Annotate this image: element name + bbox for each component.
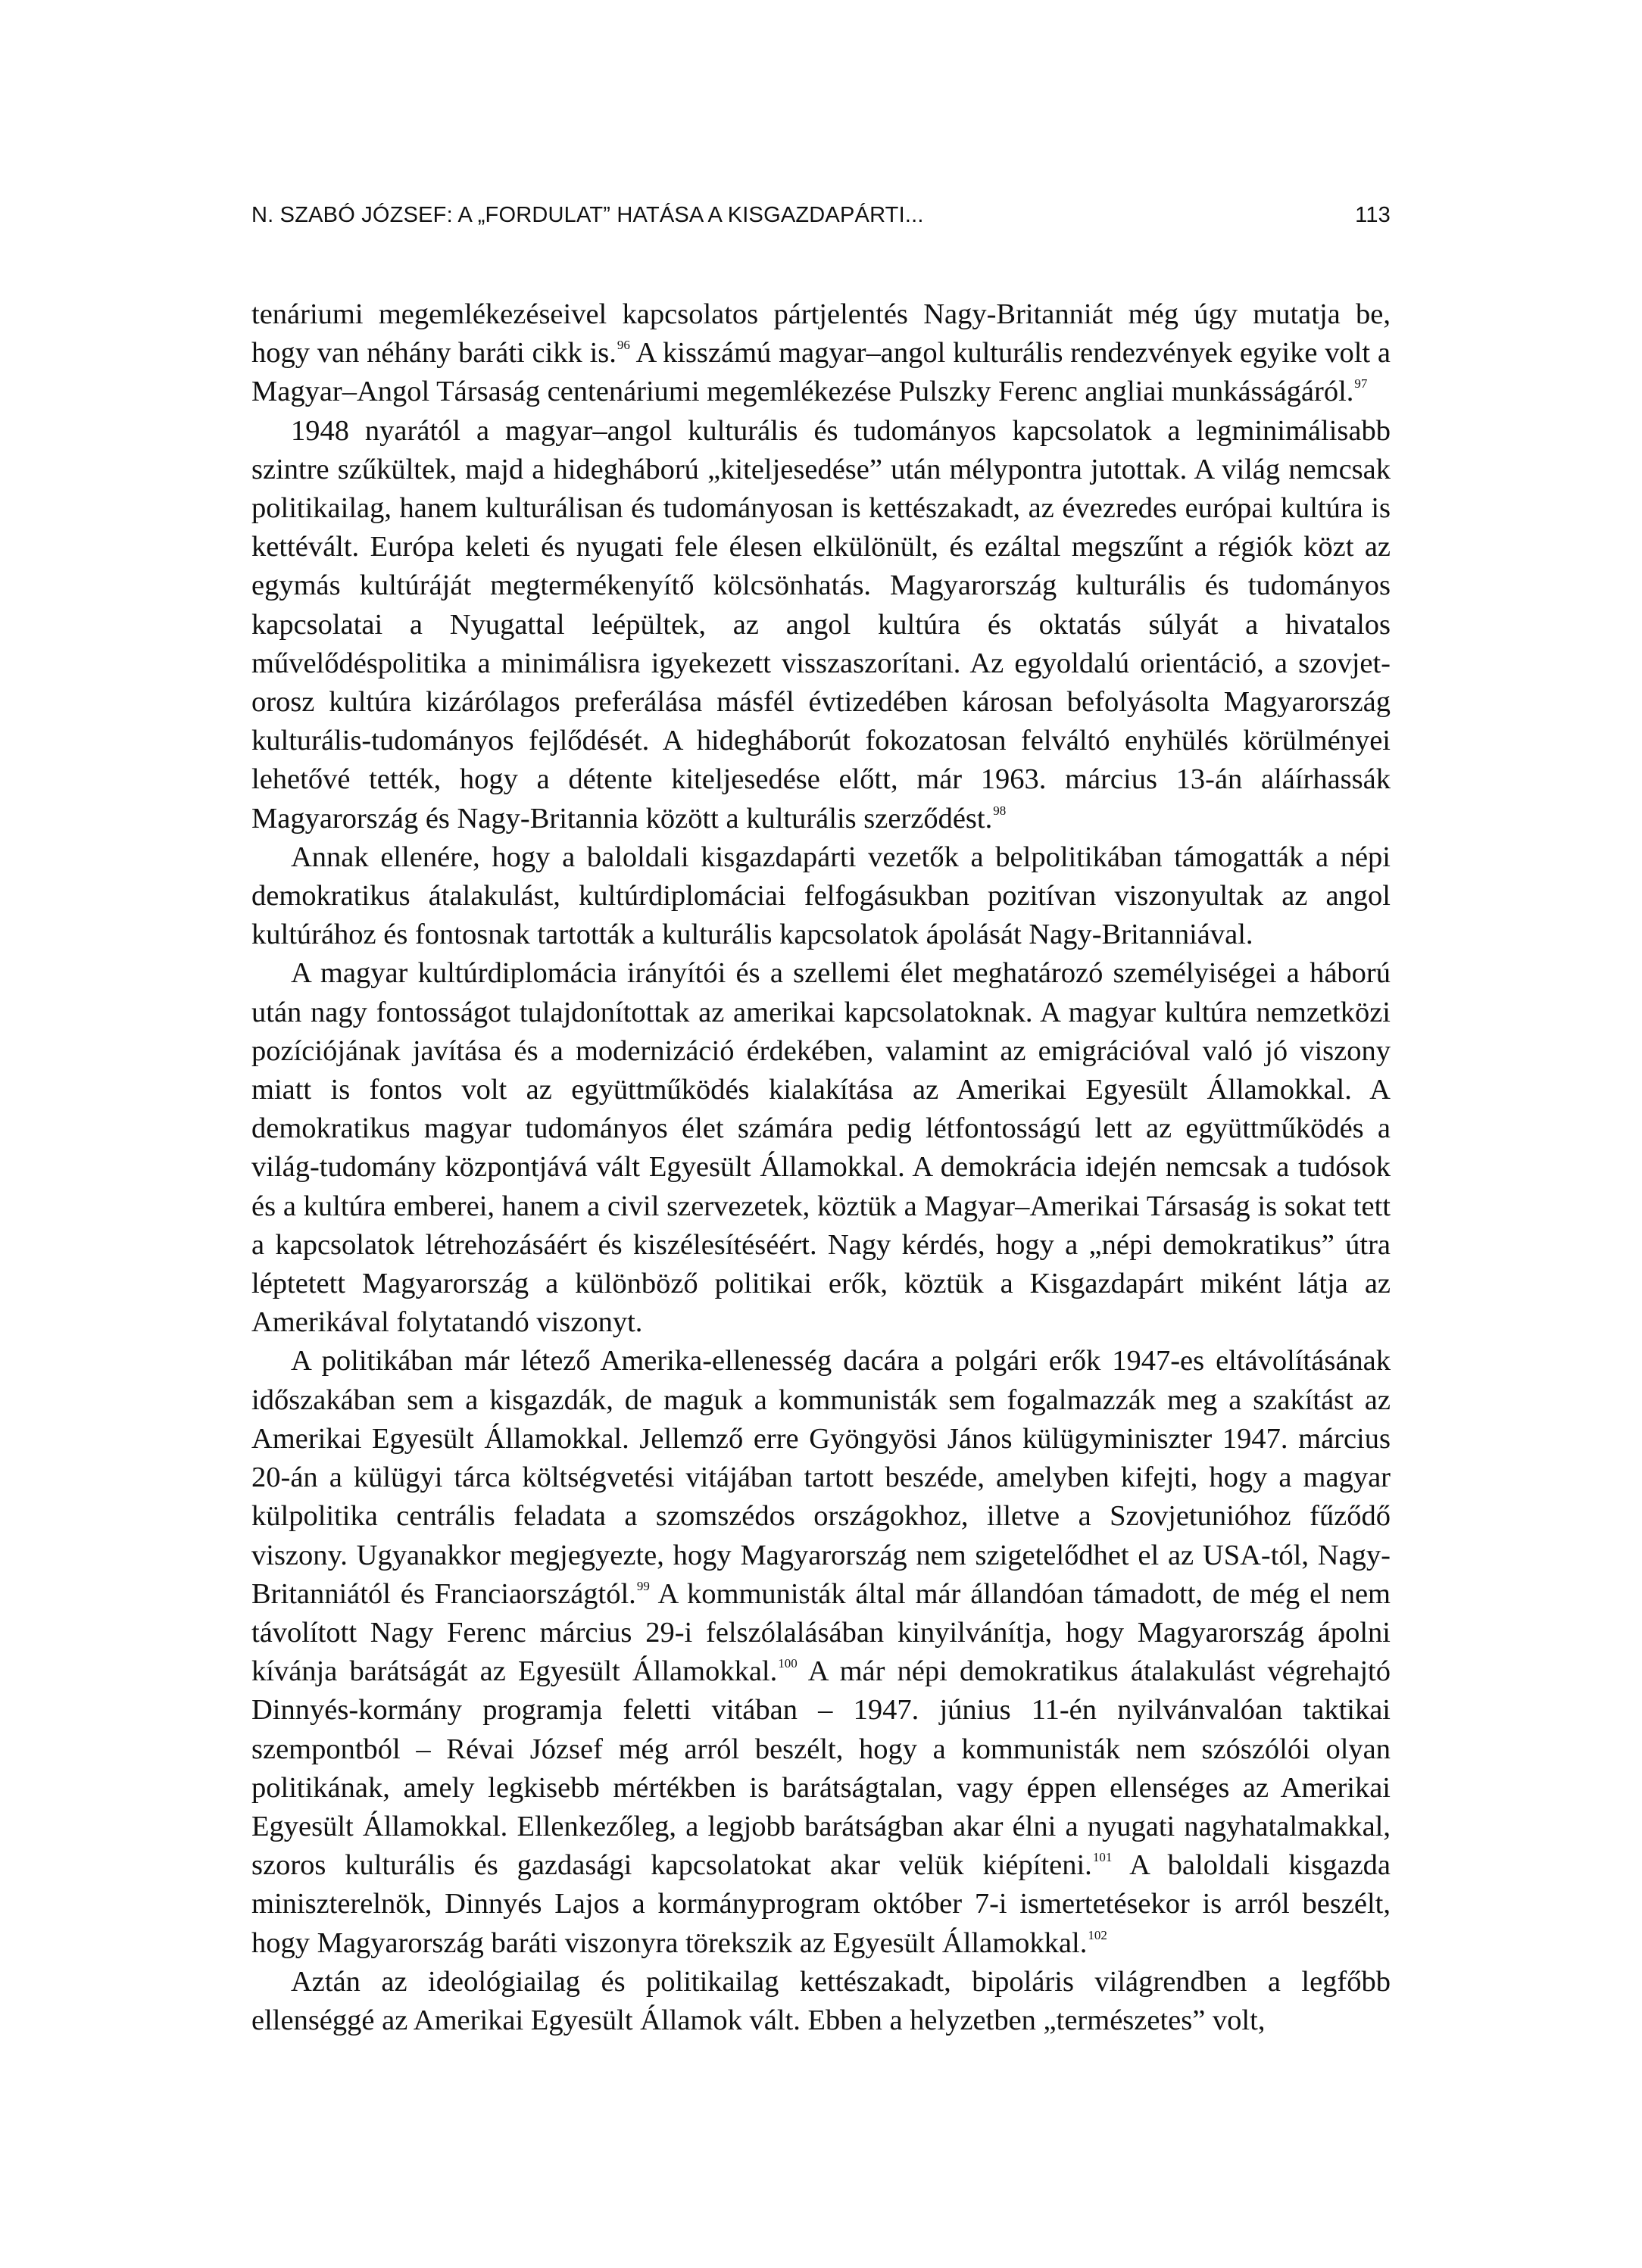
footnote-marker: 99 — [636, 1578, 650, 1593]
paragraph — [251, 1342, 1391, 1962]
paragraph — [251, 295, 1391, 412]
paragraph-text: A kommunisták által már állandóan támadott, de még el nem távolított Nagy Ferenc március 29-i felszólalásában kinyilvánítja, hogy Magyarország ápolni kívánja barátságát az Egyesült Államokkal. — [251, 1577, 1391, 1688]
footnote-marker: 101 — [1092, 1850, 1113, 1865]
paragraph-text: Aztán az ideológiailag és politikailag kettészakadt, bipoláris világrendben a legfőbb ellenséggé az Amerikai Egyesült Államok vált. Ebben a helyzetben „természetes” volt, — [251, 1965, 1391, 2036]
footnote-marker: 98 — [993, 803, 1007, 818]
book-page — [251, 0, 1391, 2268]
paragraph-text: A politikában már létező Amerika-ellenesség dacára a polgári erők 1947-es eltávolításának időszakában sem a kisgazdák, de maguk a kommunisták sem fogalmazzák meg a szakítást az Amerikai Egyesült Államokkal. Jellemző erre Gyöngyösi János külügyminiszter 1947. március 20-án a külügyi tárca költségvetési vitájában tartott beszéde, amelyben kifejti, hogy a magyar külpolitika centrális feladata a szomszédos országokhoz, illetve a Szovjetunióhoz fűződő viszony. Ugyanakkor megjegyezte, hogy Magyarország nem szigetelődhet el az USA-tól, Nagy-Britanniától és Franciaországtól. — [251, 1345, 1391, 1610]
paragraph — [251, 412, 1391, 838]
running-head-title: N. SZABÓ JÓZSEF: A „FORDULAT” HATÁSA A KISGAZDAPÁRTI... — [251, 203, 924, 227]
paragraph-text: A baloldali kisgazda miniszterelnök, Dinnyés Lajos a kormányprogram október 7-i ismertetésekor is arról beszélt, hogy Magyarország baráti viszonyra törekszik az Egyesült Államokkal. — [251, 1849, 1391, 1959]
paragraph — [251, 954, 1391, 1342]
paragraph-text: tenáriumi megemlékezéseivel kapcsolatos pártjelentés Nagy-Britanniát még úgy mutatja be, hogy van néhány baráti cikk is. — [251, 298, 1391, 370]
paragraph-text: A magyar kultúrdiplomácia irányítói és a szellemi élet meghatározó személyiségei a háború után nagy fontosságot tulajdonítottak az amerikai kapcsolatoknak. A magyar kultúra nemzetközi pozíciójának javítása és a modernizáció érdekében, valamint az emigrációval való jó viszony miatt is fontos volt az együttműködés kialakítása az Amerikai Egyesült Államokkal. A demokratikus magyar tudományos élet számára pedig létfontosságú lett az együttműködés a világ-tudomány központjává vált Egyesült Államokkal. A demokrácia idején nemcsak a tudósok és a kultúra emberei, hanem a civil szervezetek, köztük a Magyar–Amerikai Társaság is sokat tett a kapcsolatok létrehozásáért és kiszélesítéséért. Nagy kérdés, hogy a „népi demokratikus” útra léptetett Magyarország a különböző politikai erők, köztük a Kisgazdapárt miként látja az Amerikával folytatandó viszonyt. — [251, 957, 1391, 1339]
paragraph — [251, 838, 1391, 955]
body-text — [251, 295, 1391, 2040]
paragraph-text: 1948 nyarától a magyar–angol kulturális és tudományos kapcsolatok a legminimálisabb szintre szűkültek, majd a hidegháború „kiteljesedése” után mélypontra jutottak. A világ nemcsak politikailag, hanem kulturálisan és tudományosan is kettészakadt, az évezredes európai kultúra is kettévált. Európa keleti és nyugati fele élesen elkülönült, és ezáltal megszűnt a régiók közt az egymás kultúráját megtermékenyítő kölcsönhatás. Magyarország kulturális és tudományos kapcsolatai a Nyugattal leépültek, az angol kultúra és oktatás súlyát a hivatalos művelődéspolitika a minimálisra igyekezett visszaszorítani. Az egyoldalú orientáció, a szovjet-orosz kultúra kizárólagos preferálása másfél évtizedében károsan befolyásolta Magyarország kulturális-tudományos fejlődését. A hidegháborút fokozatosan felváltó enyhülés körülményei lehetővé tették, hogy a détente kiteljesedése előtt, már 1963. március 13-án aláírhassák Magyarország és Nagy-Britannia között a kulturális szerződést. — [251, 414, 1391, 835]
paragraph — [251, 1963, 1391, 2040]
footnote-marker: 102 — [1088, 1927, 1107, 1942]
paragraph-text: Annak ellenére, hogy a baloldali kisgazdapárti vezetők a belpolitikában támogatták a népi demokratikus átalakulást, kultúrdiplomáciai felfogásukban pozitívan viszonyultak az angol kultúrához és fontosnak tartották a kulturális kapcsolatok ápolását Nagy-Britanniával. — [251, 841, 1391, 951]
paragraph-text: A már népi demokratikus átalakulást végrehajtó Dinnyés-kormány programja feletti vitában – 1947. június 11-én nyilvánvalóan taktikai szempontból – Révai József még arról beszélt, hogy a kommunisták nem szószólói olyan politikának, amely legkisebb mértékben is barátságtalan, vagy éppen ellenséges az Amerikai Egyesült Államokkal. Ellenkezőleg, a legjobb barátságban akar élni a nyugati nagyhatalmakkal, szoros kulturális és gazdasági kapcsolatokat akar velük kiépíteni. — [251, 1655, 1391, 1882]
footnote-marker: 100 — [778, 1656, 798, 1671]
footnote-marker: 96 — [617, 338, 630, 353]
running-head — [251, 203, 1391, 236]
paragraph-text: A kisszámú magyar–angol kulturális rendezvények egyike volt a Magyar–Angol Társaság centenáriumi megemlékezése Pulszky Ferenc angliai munkásságáról. — [251, 337, 1391, 408]
page-number: 113 — [1355, 203, 1391, 227]
footnote-marker: 97 — [1354, 376, 1368, 392]
